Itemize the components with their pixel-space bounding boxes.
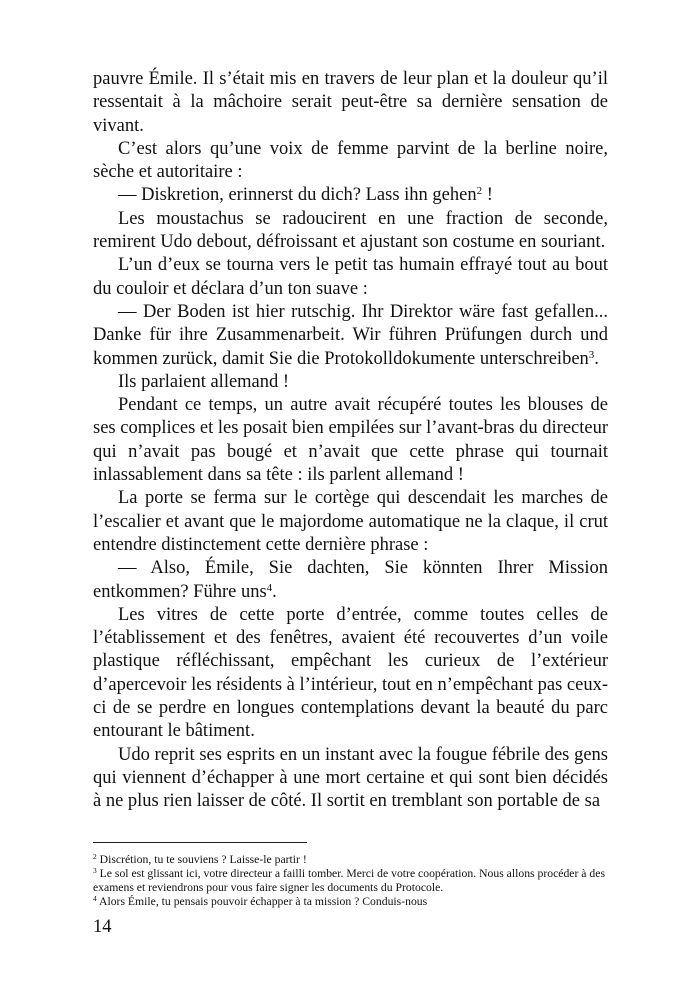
footnote: $^2$ Discrétion, tu te souviens ? Laisse-le partir ! [93, 852, 307, 866]
footnote-reference: 4 [266, 581, 273, 594]
paragraph: Les vitres de cette porte d’entrée, comme toutes celles de l’établissement et des fenêtres, avaient été recouvertes d’un voile plastique réfléchissant, empêchant les curieux de l’extérieur d’apercevoir les résidents à l’intérieur, tout en n’empêchant pas ceux-ci de se perdre en longues contemplations devant la beauté du parc entourant le bâtiment. [93, 604, 608, 742]
footnotes [93, 853, 608, 909]
footnote-number: 3 [93, 866, 97, 875]
paragraph: Ils parlaient allemand ! [118, 371, 290, 392]
footnote-reference: 3 [588, 348, 595, 361]
dialogue-paragraph: — Diskretion, erinnerst du dich? Lass ihn gehen$^2$ ! [118, 185, 493, 206]
paragraph: Les moustachus se radoucirent en une fraction de seconde, remirent Udo debout, défroissant et ajustant son costume en souriant. [93, 208, 608, 253]
paragraph: Udo reprit ses esprits en un instant avec la fougue fébrile des gens qui viennent d’échapper à une mort certaine et qui sont bien décidés à ne plus rien laisser de côté. Il sortit en tremblant son portable de sa [93, 744, 608, 812]
dialogue-paragraph: — Also, Émile, Sie dachten, Sie könnten Ihrer Mission entkommen? Führe uns$^4$. [93, 558, 608, 602]
footnote: $^4$ Alors Émile, tu pensais pouvoir échapper à ta mission ? Conduis-nous [93, 894, 428, 908]
page-number: 14 [93, 917, 112, 937]
footnote: $^3$ Le sol est glissant ici, votre directeur a failli tomber. Merci de votre coopération. Nous allons procéder à des examens et reviendrons pour vous faire signer les documents du Protocole. [93, 866, 605, 894]
paragraph: L’un d’eux se tourna vers le petit tas humain effrayé tout au bout du couloir et déclara d’un ton suave : [93, 255, 608, 299]
paragraph: Pendant ce temps, un autre avait récupéré toutes les blouses de ses complices et les posait bien empilées sur l’avant-bras du directeur qui n’avait pas bougé et n’avait que cette phrase qui tournait inlassablement dans sa tête : ils parlent allemand ! [93, 395, 608, 486]
paragraph: pauvre Émile. Il s’était mis en travers de leur plan et la douleur qu’il ressentait à la mâchoire serait peut-être sa dernière sensation de vivant. [93, 69, 608, 136]
footnote-number: 2 [93, 852, 97, 861]
footnote-number: 4 [93, 894, 97, 903]
footnote-separator [93, 842, 307, 843]
paragraph: La porte se ferma sur le cortège qui descendait les marches de l’escalier et avant que le majordome automatique ne la claque, il crut entendre distinctement cette dernière phrase : [93, 488, 608, 555]
footnote-reference: 2 [476, 185, 483, 198]
paragraph: C’est alors qu’une voix de femme parvint de la berline noire, sèche et autoritaire : [93, 138, 608, 183]
dialogue-paragraph: — Der Boden ist hier rutschig. Ihr Direktor wäre fast gefallen... Danke für ihre Zusammenarbeit. Wir führen Prüfungen durch und kommen zurück, damit Sie die Protokolldokumente unterschreiben$^3$. [93, 301, 608, 369]
body-text [93, 68, 608, 814]
